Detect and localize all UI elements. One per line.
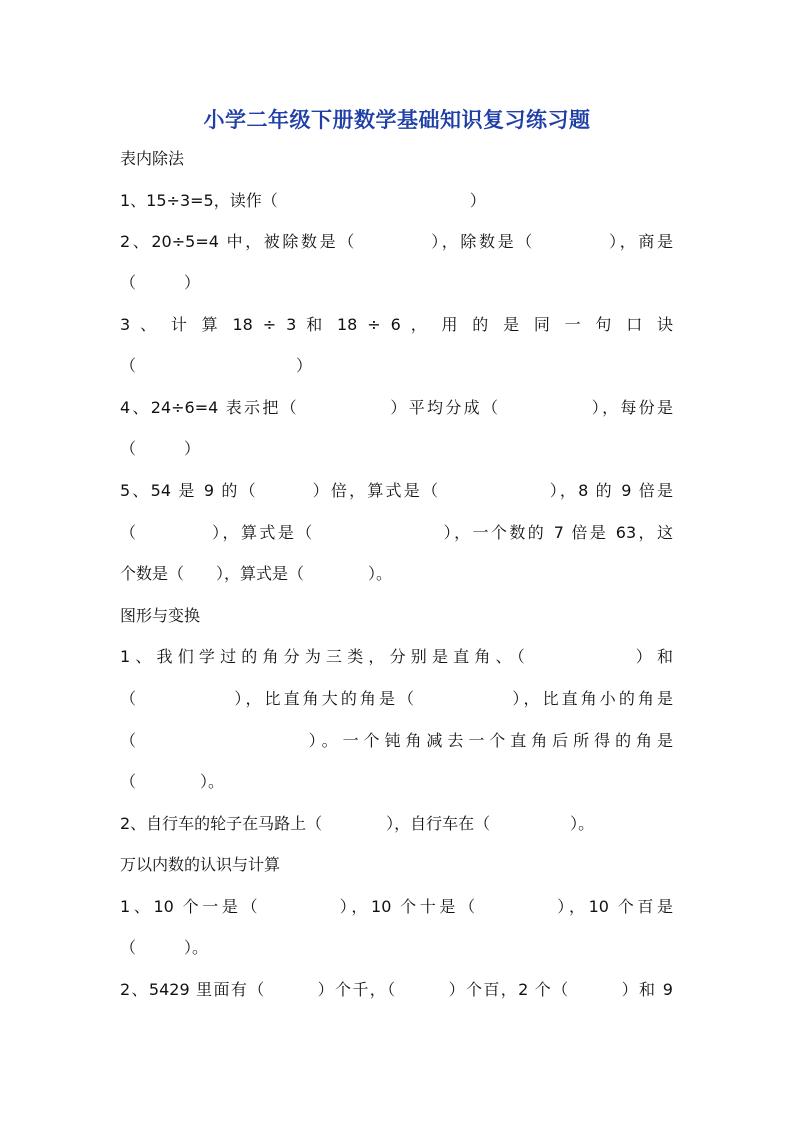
question-line: 1、15÷3=5，读作（ ） <box>120 191 486 210</box>
question-line: （ ）。一个钝角减去一个直角后所得的角是 <box>120 731 673 750</box>
question-line: 4、24÷6=4 表示把（ ）平均分成（ ），每份是 <box>120 398 673 417</box>
question-line: （ ） <box>120 356 313 375</box>
worksheet-title: 小学二年级下册数学基础知识复习练习题 <box>203 108 591 132</box>
section-heading-division: 表内除法 <box>120 149 185 168</box>
question-line: 1、10 个一是（ ），10 个十是（ ），10 个百是 <box>120 897 673 916</box>
question-line: （ ）。 <box>120 938 209 957</box>
question-line: 3 、 计 算 18 ÷ 3 和 18 ÷ 6 ， 用 的 是 同 一 句 口 诀 <box>120 315 673 334</box>
question-line: 2、20÷5=4 中，被除数是（ ），除数是（ ），商是 <box>120 232 673 251</box>
question-line: （ ），比直角大的角是（ ），比直角小的角是 <box>120 689 673 708</box>
question-line: 5、54 是 9 的（ ）倍，算式是（ ），8 的 9 倍是 <box>120 481 673 500</box>
question-line: 1、我们学过的角分为三类，分别是直角、（ ）和 <box>120 647 673 666</box>
question-line: （ ）。 <box>120 772 225 791</box>
question-line: 2、5429 里面有（ ）个千，（ ）个百，2 个（ ）和 9 <box>120 980 673 999</box>
question-line: （ ） <box>120 273 201 292</box>
question-line: （ ），算式是（ ），一个数的 7 倍是 63，这 <box>120 523 673 542</box>
section-heading-numbers: 万以内数的认识与计算 <box>120 855 281 874</box>
question-line: （ ） <box>120 439 201 458</box>
question-line: 个数是（ ），算式是（ ）。 <box>120 564 393 583</box>
section-heading-shapes: 图形与变换 <box>120 606 201 625</box>
question-line: 2、自行车的轮子在马路上（ ），自行车在（ ）。 <box>120 814 595 833</box>
